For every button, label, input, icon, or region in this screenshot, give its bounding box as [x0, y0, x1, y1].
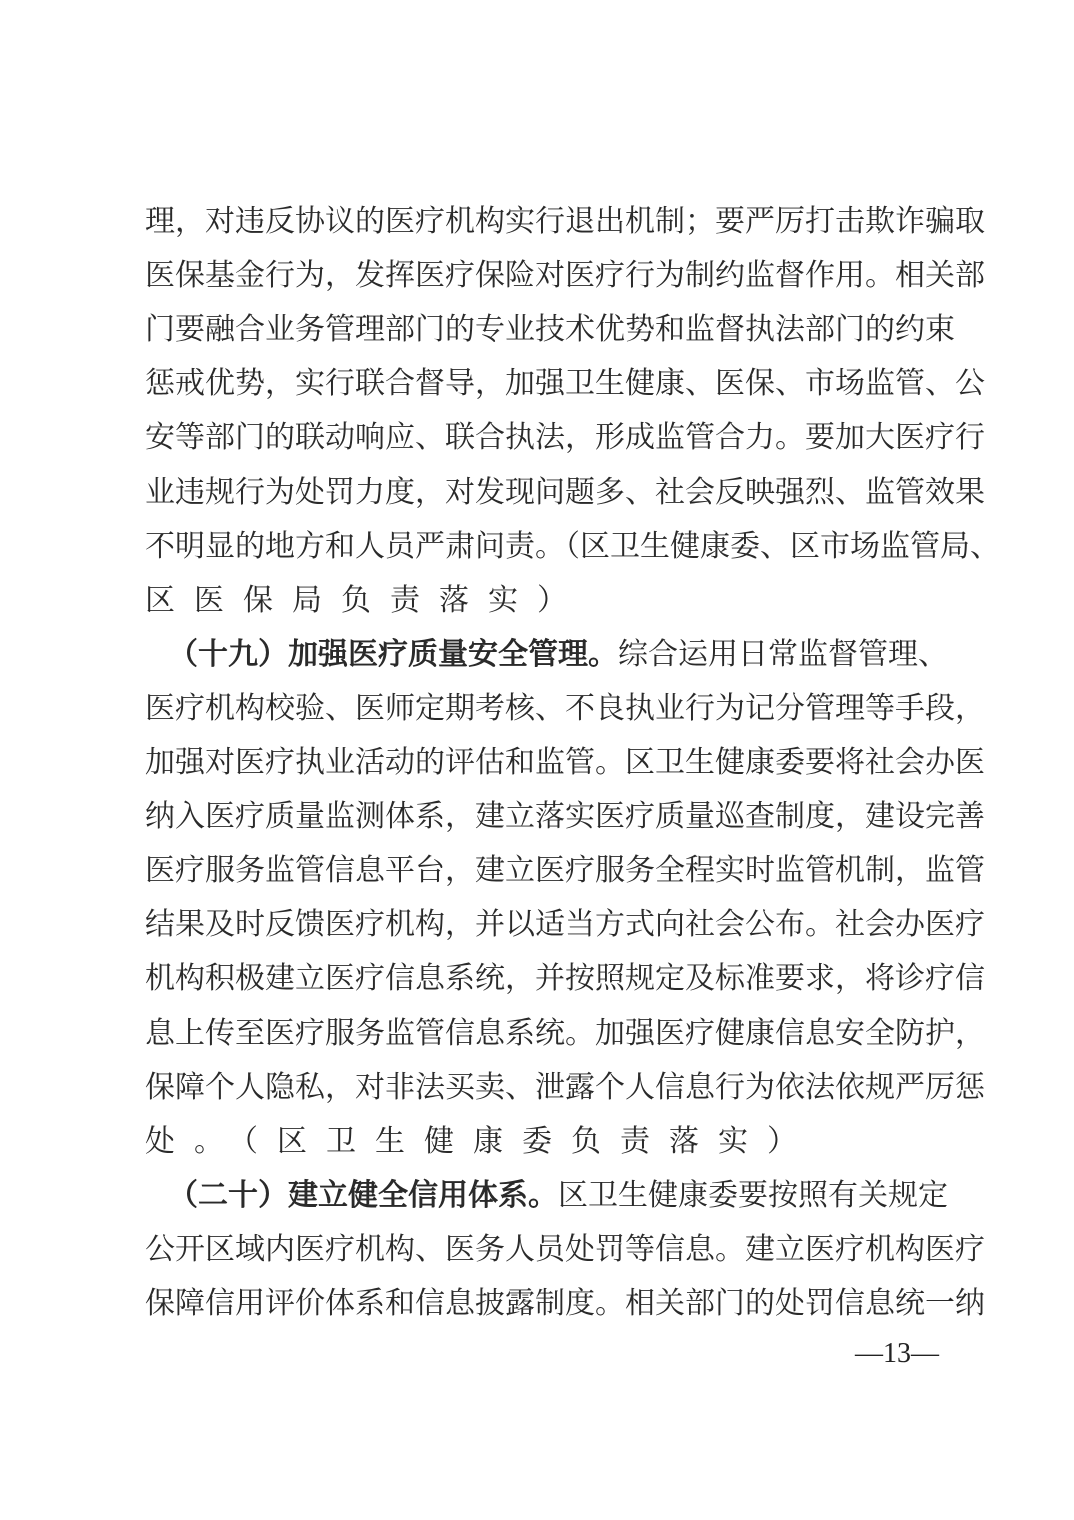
line-text: 安等部门的联动响应、联合执法，形成监管合力。要加大医疗行	[145, 420, 985, 456]
section-heading: （二十）建立健全信用体系。	[168, 1177, 558, 1213]
paragraph-line	[145, 682, 985, 736]
paragraph-line	[145, 249, 985, 303]
line-text: 保障个人隐私，对非法买卖、泄露个人信息行为依法依规严厉惩	[145, 1069, 985, 1105]
paragraph-line	[145, 574, 945, 628]
paragraph-line	[145, 1061, 985, 1115]
line-text: 结果及时反馈医疗机构，并以适当方式向社会公布。社会办医疗	[145, 907, 985, 943]
line-text: 处。（区卫生健康委负责落实）	[145, 1123, 816, 1159]
line-text: 不明显的地方和人员严肃问责。（区卫生健康委、区市场监管局、	[145, 528, 1000, 564]
line-text: 公开区域内医疗机构、医务人员处罚等信息。建立医疗机构医疗	[145, 1231, 985, 1267]
paragraph-line	[145, 1223, 985, 1277]
line-text: 纳入医疗质量监测体系，建立落实医疗质量巡查制度，建设完善	[145, 799, 985, 835]
paragraph-line	[145, 844, 985, 898]
paragraph-line	[145, 952, 985, 1006]
line-text: 理，对违反协议的医疗机构实行退出机制；要严厉打击欺诈骗取	[145, 204, 985, 239]
paragraph-line	[145, 303, 955, 357]
line-text: 门要融合业务管理部门的专业技术优势和监督执法部门的约束	[145, 312, 955, 348]
line-text: 加强对医疗执业活动的评估和监管。区卫生健康委要将社会办医	[145, 745, 985, 780]
section-heading-line	[168, 628, 968, 682]
page-number: —13—	[855, 1338, 939, 1369]
line-text: 区卫生健康委要按照有关规定	[558, 1177, 948, 1213]
line-text: 综合运用日常监督管理、	[618, 636, 948, 672]
line-text: 业违规行为处罚力度，对发现问题多、社会反映强烈、监管效果	[145, 474, 985, 510]
paragraph-line	[145, 736, 985, 790]
paragraph-line	[145, 411, 985, 465]
line-text: 医疗机构校验、医师定期考核、不良执业行为记分管理等手段，	[145, 690, 985, 726]
line-text: 区医保局负责落实）	[145, 582, 586, 618]
line-text: 息上传至医疗服务监管信息系统。加强医疗健康信息安全防护，	[145, 1015, 985, 1051]
paragraph-line	[145, 1007, 985, 1061]
line-text: 惩戒优势，实行联合督导，加强卫生健康、医保、市场监管、公	[145, 366, 985, 402]
paragraph-line	[145, 1277, 985, 1331]
paragraph-line	[145, 898, 985, 952]
section-heading: （十九）加强医疗质量安全管理。	[168, 636, 618, 672]
line-text: 保障信用评价体系和信息披露制度。相关部门的处罚信息统一纳	[145, 1286, 985, 1321]
line-text: 机构积极建立医疗信息系统，并按照规定及标准要求，将诊疗信	[145, 961, 985, 997]
paragraph-line	[145, 520, 1000, 574]
paragraph-line	[145, 466, 985, 520]
paragraph-line	[145, 790, 985, 844]
section-heading-line	[168, 1169, 968, 1223]
paragraph-line	[145, 195, 985, 249]
paragraph-line	[145, 1115, 945, 1169]
line-text: 医保基金行为，发挥医疗保险对医疗行为制约监督作用。相关部	[145, 258, 985, 294]
paragraph-line	[145, 357, 985, 411]
line-text: 医疗服务监管信息平台，建立医疗服务全程实时监管机制，监管	[145, 853, 985, 889]
